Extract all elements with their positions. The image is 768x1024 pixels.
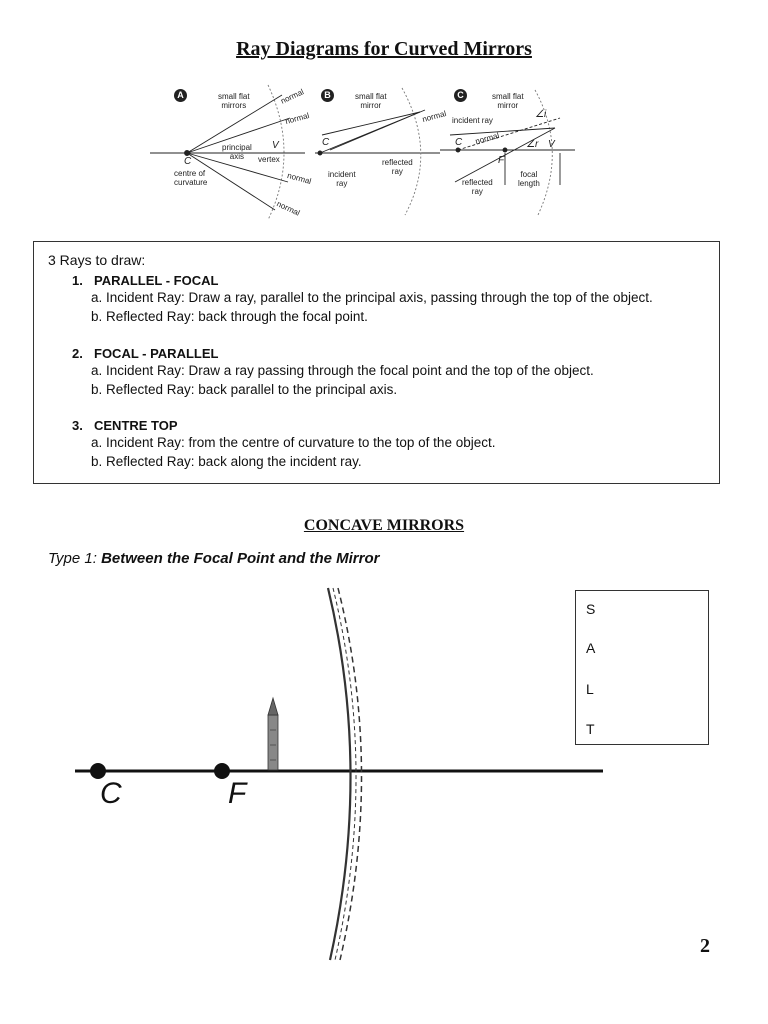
label-normal-low: normal (286, 170, 313, 187)
section-heading: CONCAVE MIRRORS (303, 517, 465, 534)
label-v: V (548, 139, 555, 150)
label-angle-r: ∠r (526, 139, 539, 150)
salt-a: A (586, 640, 596, 656)
label-small-flat-mirrors: small flat mirrors (218, 92, 250, 110)
step-1-incident: a. Incident Ray: Draw a ray, parallel to the principal axis, passing through the top of the object. (91, 290, 653, 305)
label-normal: normal (474, 130, 501, 147)
step-2-title: FOCAL - PARALLEL (94, 346, 219, 361)
concave-mirror (328, 588, 362, 960)
step-3-title: CENTRE TOP (94, 418, 178, 433)
label-reflected-ray: reflected ray (462, 178, 493, 196)
diagram-b-badge: B (321, 89, 334, 102)
step-1-number: 1. (72, 273, 83, 288)
page-number: 2 (700, 935, 710, 957)
step-3-reflected: b. Reflected Ray: back along the incident ray. (91, 454, 362, 469)
rays-intro: 3 Rays to draw: (48, 252, 146, 268)
label-principal-axis: principal axis (222, 143, 252, 161)
label-incident-ray: incident ray (452, 116, 493, 125)
label-focal-length: focal length (518, 170, 540, 188)
point-c-label: C (100, 777, 122, 810)
step-1-title: PARALLEL - FOCAL (94, 273, 219, 288)
label-c: C (455, 137, 463, 148)
diagram-c-badge: C (454, 89, 467, 102)
type-text: Between the Focal Point and the Mirror (101, 550, 380, 567)
label-normal-top: normal (279, 87, 306, 106)
label-v: V (272, 140, 279, 151)
label-angle-i: ∠i (535, 109, 547, 120)
label-reflected-ray: reflected ray (382, 158, 413, 176)
salt-t: T (586, 721, 595, 737)
step-2-number: 2. (72, 346, 83, 361)
label-incident-ray: incident ray (328, 170, 356, 188)
point-f-label: F (228, 777, 247, 810)
type-heading (48, 550, 379, 567)
label-normal-bottom: normal (275, 199, 302, 218)
diagram-a-badge: A (174, 89, 187, 102)
label-vertex: vertex (258, 155, 280, 164)
salt-box (575, 590, 709, 745)
label-f: F (498, 155, 505, 166)
object-pencil (268, 698, 278, 770)
step-1-reflected: b. Reflected Ray: back through the focal point. (91, 309, 368, 324)
salt-s: S (586, 601, 596, 617)
label-normal-mid: normal (284, 110, 311, 127)
step-2-incident: a. Incident Ray: Draw a ray passing through the focal point and the top of the object. (91, 363, 594, 378)
label-c: C (322, 137, 330, 148)
rays-instructions-box (33, 241, 720, 484)
step-2-reflected: b. Reflected Ray: back parallel to the principal axis. (91, 382, 398, 397)
type-prefix: Type 1: (48, 550, 102, 567)
page-title: Ray Diagrams for Curved Mirrors (236, 38, 532, 60)
label-centre-of-curvature: centre of curvature (174, 169, 208, 187)
mirror-diagrams-figure (0, 0, 768, 240)
salt-l: L (586, 681, 594, 697)
step-3-number: 3. (72, 418, 83, 433)
label-small-flat-mirror: small flat mirror (355, 92, 387, 110)
label-c: C (184, 156, 192, 167)
label-small-flat-mirror: small flat mirror (492, 92, 524, 110)
step-3-incident: a. Incident Ray: from the centre of curvature to the top of the object. (91, 435, 496, 450)
label-normal: normal (421, 108, 448, 125)
